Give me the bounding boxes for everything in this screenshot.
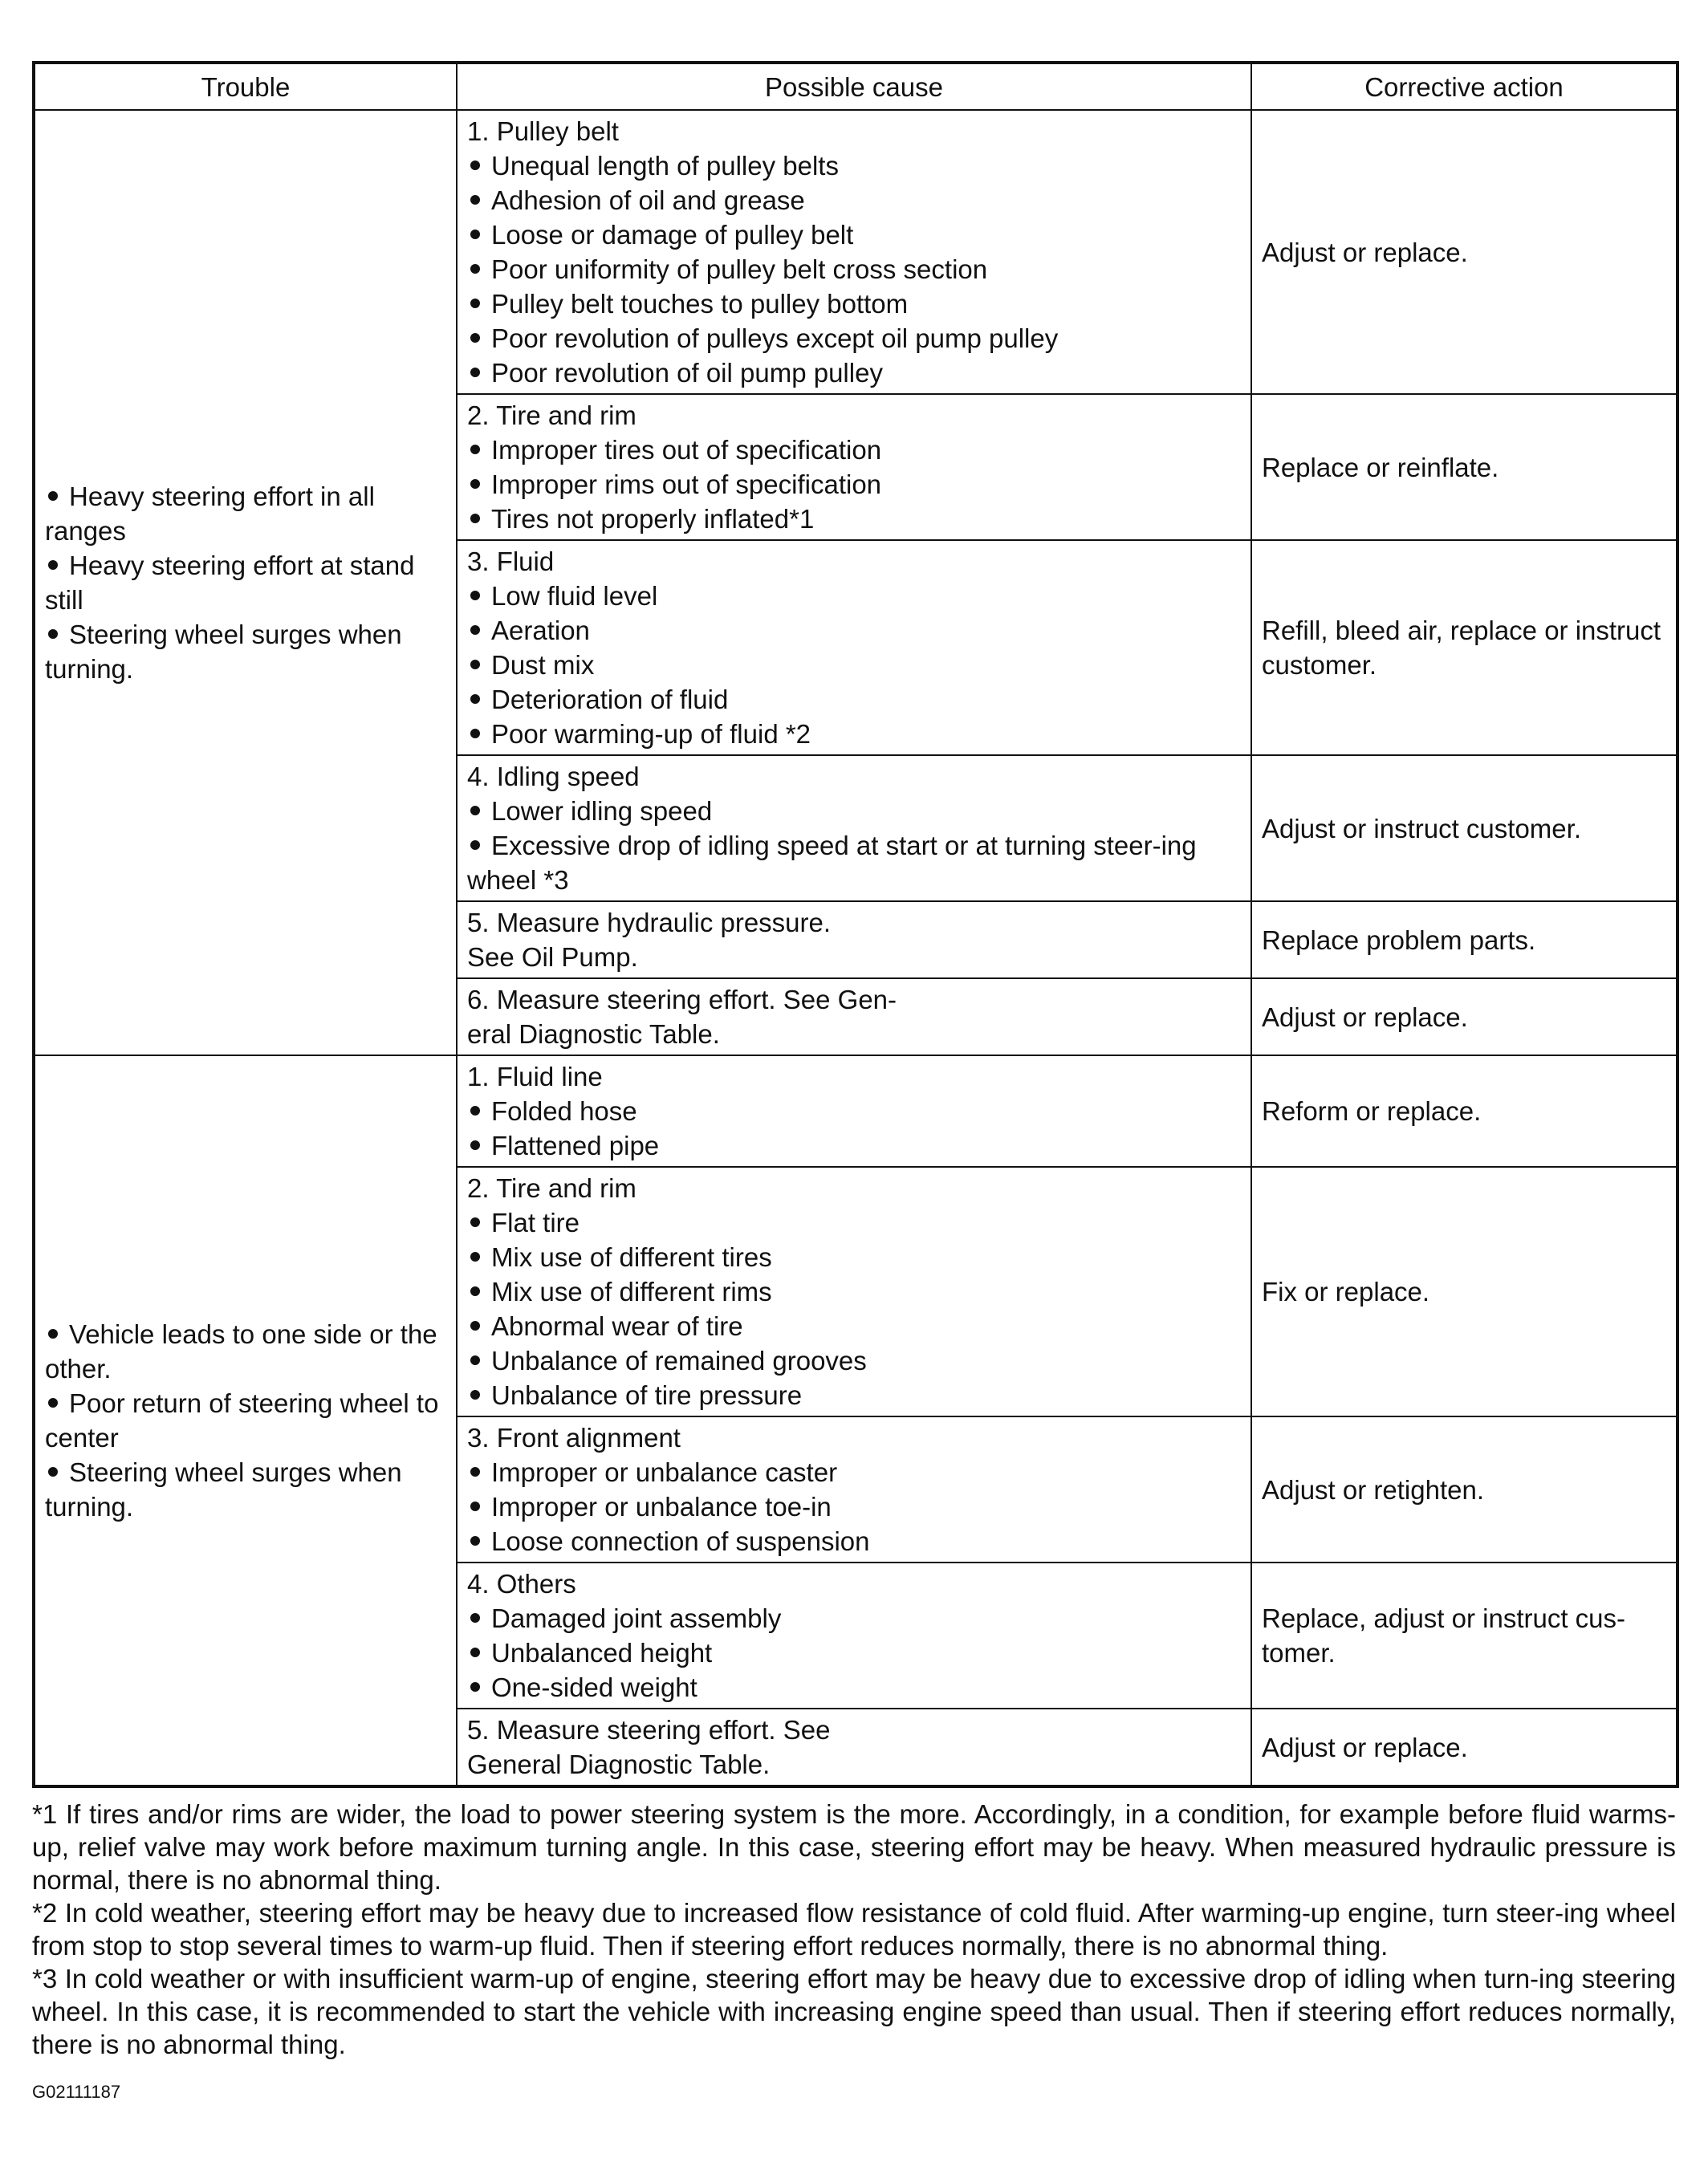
- cause-item: [467, 183, 1241, 217]
- cause-item-text: Low fluid level: [491, 581, 658, 611]
- cause-item-text: Pulley belt touches to pulley bottom: [491, 289, 909, 319]
- trouble-text: Heavy steering effort in all ranges: [45, 482, 375, 546]
- cause-subtitle: eral Diagnostic Table.: [467, 1019, 720, 1049]
- possible-cause-cell: [457, 540, 1251, 755]
- bullet-icon: [470, 1286, 480, 1296]
- bullet-icon: [470, 264, 480, 274]
- footnotes: [32, 1798, 1676, 2061]
- cause-item-text: Aeration: [491, 616, 590, 645]
- cause-item: [467, 1489, 1241, 1524]
- cause-item: [467, 1601, 1241, 1636]
- bullet-icon: [48, 629, 58, 639]
- cause-item: [467, 1240, 1241, 1274]
- trouble-item: [45, 617, 446, 686]
- bullet-icon: [470, 368, 480, 377]
- cause-item: [467, 613, 1241, 648]
- possible-cause-cell: [457, 394, 1251, 540]
- cause-item-text: One-sided weight: [491, 1672, 697, 1702]
- cause-title: 3. Front alignment: [467, 1423, 681, 1453]
- cause-item-text: Improper rims out of specification: [491, 469, 882, 499]
- cause-item-text: Dust mix: [491, 650, 595, 680]
- bullet-icon: [470, 1252, 480, 1262]
- bullet-icon: [470, 479, 480, 489]
- corrective-action-cell: Refill, bleed air, replace or instruct customer.: [1251, 540, 1678, 755]
- bullet-icon: [470, 694, 480, 704]
- trouble-text: Poor return of steering wheel to center: [45, 1388, 439, 1453]
- cause-item: [467, 217, 1241, 252]
- cause-item-text: Deterioration of fluid: [491, 685, 729, 714]
- trouble-item: [45, 1317, 446, 1386]
- trouble-item: [45, 1455, 446, 1524]
- cause-item: [467, 433, 1241, 467]
- cause-subtitle: General Diagnostic Table.: [467, 1750, 771, 1779]
- cause-item: [467, 148, 1241, 183]
- cause-item-text: Improper or unbalance caster: [491, 1457, 838, 1487]
- possible-cause-cell: [457, 110, 1251, 394]
- cause-item-text: Unbalance of remained grooves: [491, 1346, 867, 1376]
- cause-item-text: Loose or damage of pulley belt: [491, 220, 854, 250]
- cause-item-text: Unbalanced height: [491, 1638, 713, 1668]
- cause-title: 4. Idling speed: [467, 762, 640, 791]
- cause-title: 5. Measure steering effort. See: [467, 1715, 831, 1745]
- cause-subtitle: See Oil Pump.: [467, 942, 638, 972]
- cause-item: [467, 1636, 1241, 1670]
- header-trouble: Trouble: [34, 63, 457, 110]
- cause-item: [467, 1378, 1241, 1412]
- cause-item: [467, 467, 1241, 502]
- cause-item: [467, 321, 1241, 356]
- trouble-text: Heavy steering effort at stand still: [45, 551, 415, 615]
- trouble-text: Steering wheel surges when turning.: [45, 1457, 402, 1522]
- cause-item: [467, 794, 1241, 828]
- trouble-text: Steering wheel surges when turning.: [45, 620, 402, 684]
- cause-title: 2. Tire and rim: [467, 1173, 636, 1203]
- footnote-1: *1 If tires and/or rims are wider, the load to power steering system is the more. Accordingly, in a condition, for example before fluid warms-up, relief valve may work before maximum turning angle. In this case, steering effort may be heavy. When measured hydraulic pressure is normal, there is no abnormal thing.: [32, 1799, 1676, 1895]
- bullet-icon: [48, 1467, 58, 1477]
- cause-item-text: Unbalance of tire pressure: [491, 1380, 803, 1410]
- cause-item-text: Flattened pipe: [491, 1131, 660, 1160]
- cause-item: [467, 1455, 1241, 1489]
- cause-title: 1. Fluid line: [467, 1062, 603, 1091]
- bullet-icon: [470, 660, 480, 669]
- possible-cause-cell: [457, 755, 1251, 901]
- cause-title: 5. Measure hydraulic pressure.: [467, 908, 832, 937]
- cause-item: [467, 1309, 1241, 1343]
- trouble-cell: [34, 1055, 457, 1786]
- bullet-icon: [470, 161, 480, 170]
- bullet-icon: [470, 591, 480, 600]
- cause-item: [467, 1670, 1241, 1705]
- possible-cause-cell: [457, 1055, 1251, 1167]
- trouble-item: [45, 1386, 446, 1455]
- corrective-action-cell: Adjust or instruct customer.: [1251, 755, 1678, 901]
- bullet-icon: [470, 1390, 480, 1400]
- possible-cause-cell: [457, 1416, 1251, 1563]
- cause-item-text: Improper tires out of specification: [491, 435, 882, 465]
- bullet-icon: [470, 1648, 480, 1657]
- cause-item-text: Poor warming-up of fluid *2: [491, 719, 811, 749]
- cause-title: 4. Others: [467, 1569, 576, 1599]
- trouble-item: [45, 548, 446, 617]
- cause-item-text: Abnormal wear of tire: [491, 1311, 743, 1341]
- diagnostic-table: [32, 61, 1679, 1788]
- cause-item-text: Poor revolution of pulleys except oil pump pulley: [491, 323, 1059, 353]
- bullet-icon: [470, 333, 480, 343]
- cause-item-text: Poor revolution of oil pump pulley: [491, 358, 883, 388]
- cause-item: [467, 1094, 1241, 1128]
- cause-item-text: Improper or unbalance toe-in: [491, 1492, 832, 1522]
- bullet-icon: [48, 491, 58, 501]
- trouble-item: [45, 479, 446, 548]
- footnote-2: *2 In cold weather, steering effort may be heavy due to increased flow resistance of cold fluid. After warming-up engine, turn steer-ing wheel from stop to stop several times to warm-up fluid. Then if steering effort reduces normally, there is no abnormal thing.: [32, 1898, 1676, 1961]
- cause-item: [467, 1205, 1241, 1240]
- cause-item-text: Unequal length of pulley belts: [491, 151, 839, 181]
- cause-item-text: Mix use of different rims: [491, 1277, 772, 1307]
- corrective-action-cell: Adjust or replace.: [1251, 978, 1678, 1055]
- bullet-icon: [470, 840, 480, 850]
- bullet-icon: [470, 1682, 480, 1692]
- cause-item: [467, 1524, 1241, 1559]
- cause-item-text: Adhesion of oil and grease: [491, 185, 805, 215]
- header-possible-cause: Possible cause: [457, 63, 1251, 110]
- corrective-action-cell: Replace problem parts.: [1251, 901, 1678, 978]
- bullet-icon: [470, 806, 480, 815]
- corrective-action-cell: Adjust or replace.: [1251, 110, 1678, 394]
- cause-item: [467, 1343, 1241, 1378]
- cause-item-text: Loose connection of suspension: [491, 1526, 870, 1556]
- cause-item: [467, 648, 1241, 682]
- bullet-icon: [470, 625, 480, 635]
- corrective-action-cell: Adjust or retighten.: [1251, 1416, 1678, 1563]
- bullet-icon: [470, 1467, 480, 1477]
- bullet-icon: [470, 1106, 480, 1116]
- cause-item: [467, 287, 1241, 321]
- corrective-action-cell: Reform or replace.: [1251, 1055, 1678, 1167]
- possible-cause-cell: [457, 1709, 1251, 1786]
- bullet-icon: [470, 1321, 480, 1331]
- cause-item: [467, 1274, 1241, 1309]
- cause-item: [467, 252, 1241, 287]
- cause-title: 3. Fluid: [467, 547, 555, 576]
- corrective-action-cell: Fix or replace.: [1251, 1167, 1678, 1416]
- cause-item: [467, 502, 1241, 536]
- bullet-icon: [470, 1217, 480, 1227]
- cause-title: 6. Measure steering effort. See Gen-: [467, 985, 897, 1014]
- bullet-icon: [470, 729, 480, 738]
- possible-cause-cell: [457, 901, 1251, 978]
- cause-item: [467, 356, 1241, 390]
- bullet-icon: [470, 1355, 480, 1365]
- cause-title: 2. Tire and rim: [467, 400, 636, 430]
- cause-item-text: Damaged joint assembly: [491, 1603, 782, 1633]
- cause-item-text: Poor uniformity of pulley belt cross section: [491, 254, 988, 284]
- header-corrective-action: Corrective action: [1251, 63, 1678, 110]
- corrective-action-cell: Replace, adjust or instruct cus-tomer.: [1251, 1563, 1678, 1709]
- cause-item: [467, 579, 1241, 613]
- cause-item-text: Excessive drop of idling speed at start or at turning steer-ing wheel *3: [467, 831, 1197, 895]
- corrective-action-cell: Replace or reinflate.: [1251, 394, 1678, 540]
- bullet-icon: [470, 514, 480, 523]
- bullet-icon: [48, 1398, 58, 1408]
- bullet-icon: [470, 230, 480, 239]
- cause-item: [467, 717, 1241, 751]
- table-row: [34, 110, 1678, 394]
- bullet-icon: [470, 195, 480, 205]
- bullet-icon: [470, 1536, 480, 1546]
- possible-cause-cell: [457, 1563, 1251, 1709]
- bullet-icon: [470, 299, 480, 308]
- corrective-action-cell: Adjust or replace.: [1251, 1709, 1678, 1786]
- table-row: [34, 1055, 1678, 1167]
- cause-item-text: Flat tire: [491, 1208, 580, 1237]
- bullet-icon: [470, 445, 480, 454]
- cause-item: [467, 828, 1241, 897]
- possible-cause-cell: [457, 1167, 1251, 1416]
- bullet-icon: [48, 1329, 58, 1339]
- cause-item: [467, 682, 1241, 717]
- cause-item-text: Tires not properly inflated*1: [491, 504, 815, 534]
- footnote-3: *3 In cold weather or with insufficient warm-up of engine, steering effort may be heavy due to excessive drop of idling when turn-ing steering wheel. In this case, it is recommended to start the vehicle with increasing engine speed than usual. Then if steering effort reduces normally, there is no abnormal thing.: [32, 1964, 1676, 2059]
- figure-code: G02111187: [32, 2082, 121, 2102]
- bullet-icon: [470, 1140, 480, 1150]
- cause-item: [467, 1128, 1241, 1163]
- cause-item-text: Mix use of different tires: [491, 1242, 772, 1272]
- cause-item-text: Folded hose: [491, 1096, 637, 1126]
- bullet-icon: [470, 1502, 480, 1511]
- cause-title: 1. Pulley belt: [467, 116, 619, 146]
- trouble-cell: [34, 110, 457, 1055]
- possible-cause-cell: [457, 978, 1251, 1055]
- table-header-row: [34, 63, 1678, 110]
- trouble-text: Vehicle leads to one side or the other.: [45, 1319, 437, 1384]
- bullet-icon: [470, 1613, 480, 1623]
- bullet-icon: [48, 560, 58, 570]
- cause-item-text: Lower idling speed: [491, 796, 713, 826]
